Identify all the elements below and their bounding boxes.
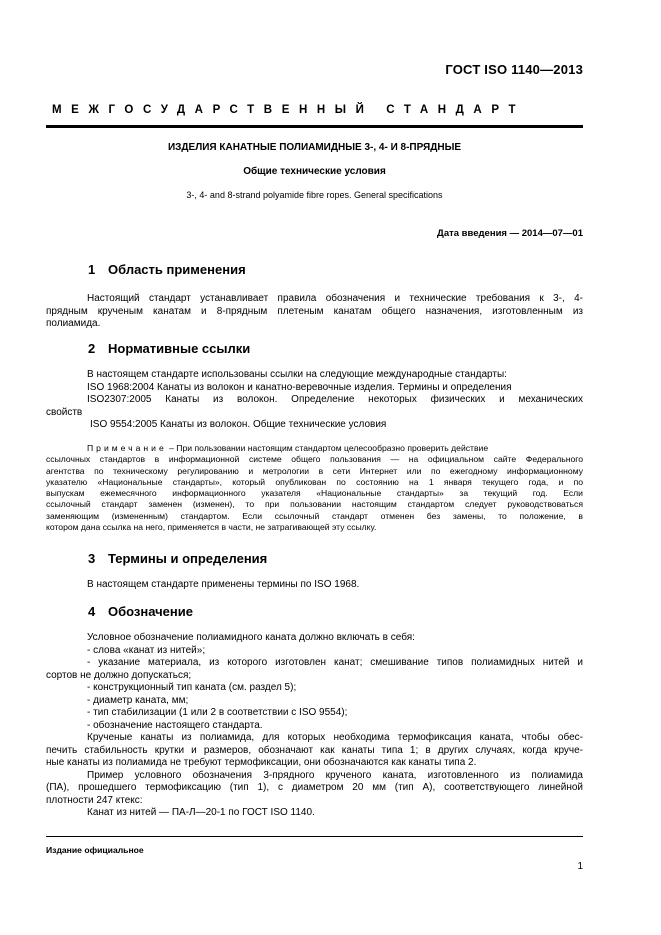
section-1-heading: 1 Область применения: [88, 262, 246, 277]
introduction-date: Дата введения — 2014—07—01: [437, 228, 583, 239]
section-3-text: В настоящем стандарте применены термины по ISO 1968.: [87, 579, 360, 590]
standard-title-english: 3-, 4- and 8-strand polyamide fibre ropes. General specifications: [186, 190, 443, 200]
section-1-text: Настоящий стандарт устанавливает правила обозначения и технические требования к 3-, 4- прядным крученым канатам и 8-прядным плетеным канатам общего назначения, изготовленным из полиамида.: [46, 293, 583, 329]
header-rule: [46, 125, 583, 128]
section-4-text: Условное обозначение полиамидного каната должно включать в себя: - слова «канат из нитей»; - указание материала, из которого изготовлен канат; смешивание типов полиамидных нитей и сортов не должно допускаться; - конструкционный тип каната (см. раздел 5); - диаметр каната, мм; - тип стабилизации (1 или 2 в соответствии с ISO 9554); - обозначение настоящего стандарта. Крученые канаты из полиамида, для которых необходима термофиксация каната, чтобы обес- печить стабильность крутки и размеров, обозначают как канаты типа 1; в других случаях, когда круче- ные канаты из полиамида не требуют термофиксации, они обозначаются как канаты типа 2. Пример условного обозначения 3-прядного крученого каната, изготовленного из полиамида (ПА), прошедшего термофиксацию (тип 1), с диаметром 20 мм (тип А), соответствующего линейной плотности 247 ктекс: Канат из нитей — ПА-Л—20-1 по ГОСТ ISO 1140.: [46, 632, 583, 818]
document-code: ГОСТ ISO 1140—2013: [445, 62, 583, 77]
standard-title: ИЗДЕЛИЯ КАНАТНЫЕ ПОЛИАМИДНЫЕ 3-, 4- И 8-ПРЯДНЫЕ: [167, 142, 462, 153]
section-2-heading: 2 Нормативные ссылки: [88, 341, 251, 356]
official-edition-label: Издание официальное: [46, 845, 144, 855]
interstate-standard-banner: МЕЖГОСУДАРСТВЕННЫЙ СТАНДАРТ: [52, 104, 526, 116]
note-label: Примечание: [87, 443, 167, 453]
section-2-note: Примечание – При пользовании настоящим стандартом целесообразно проверить действие ссылочных стандартов в информационной системе общего пользования — на официальном сайте Федерального агентства по техническому регулированию и метрологии в сети Интернет или по ежегодному информационному указателю «Национальные стандарты», который опубликован по состоянию на 1 января текущего года, и по выпускам ежемесячного информационного указателя «Национальные стандарты» за текущий год. Если ссылочный стандарт заменен (изменен), то при пользовании настоящим стандартом следует руководствоваться заменяющим (измененным) стандартом. Если ссылочный стандарт отменен без замены, то положение, в котором дана ссылка на него, применяется в части, не затрагивающей эту ссылку.: [46, 443, 583, 533]
footer-rule: [46, 836, 583, 837]
page-number: 1: [577, 861, 583, 872]
section-2-text: В настоящем стандарте использованы ссылки на следующие международные стандарты: ISO 1968:2004 Канаты из волокон и канатно-веревочные изделия. Термины и определения ISO2307:2005 Канаты из волокон. Определение некоторых физических и механических свойств ISO 9554:2005 Канаты из волокон. Общие технические условия: [46, 369, 583, 430]
section-4-heading: 4 Обозначение: [88, 604, 193, 619]
section-3-heading: 3 Термины и определения: [88, 551, 268, 566]
standard-subtitle: Общие технические условия: [243, 166, 386, 177]
